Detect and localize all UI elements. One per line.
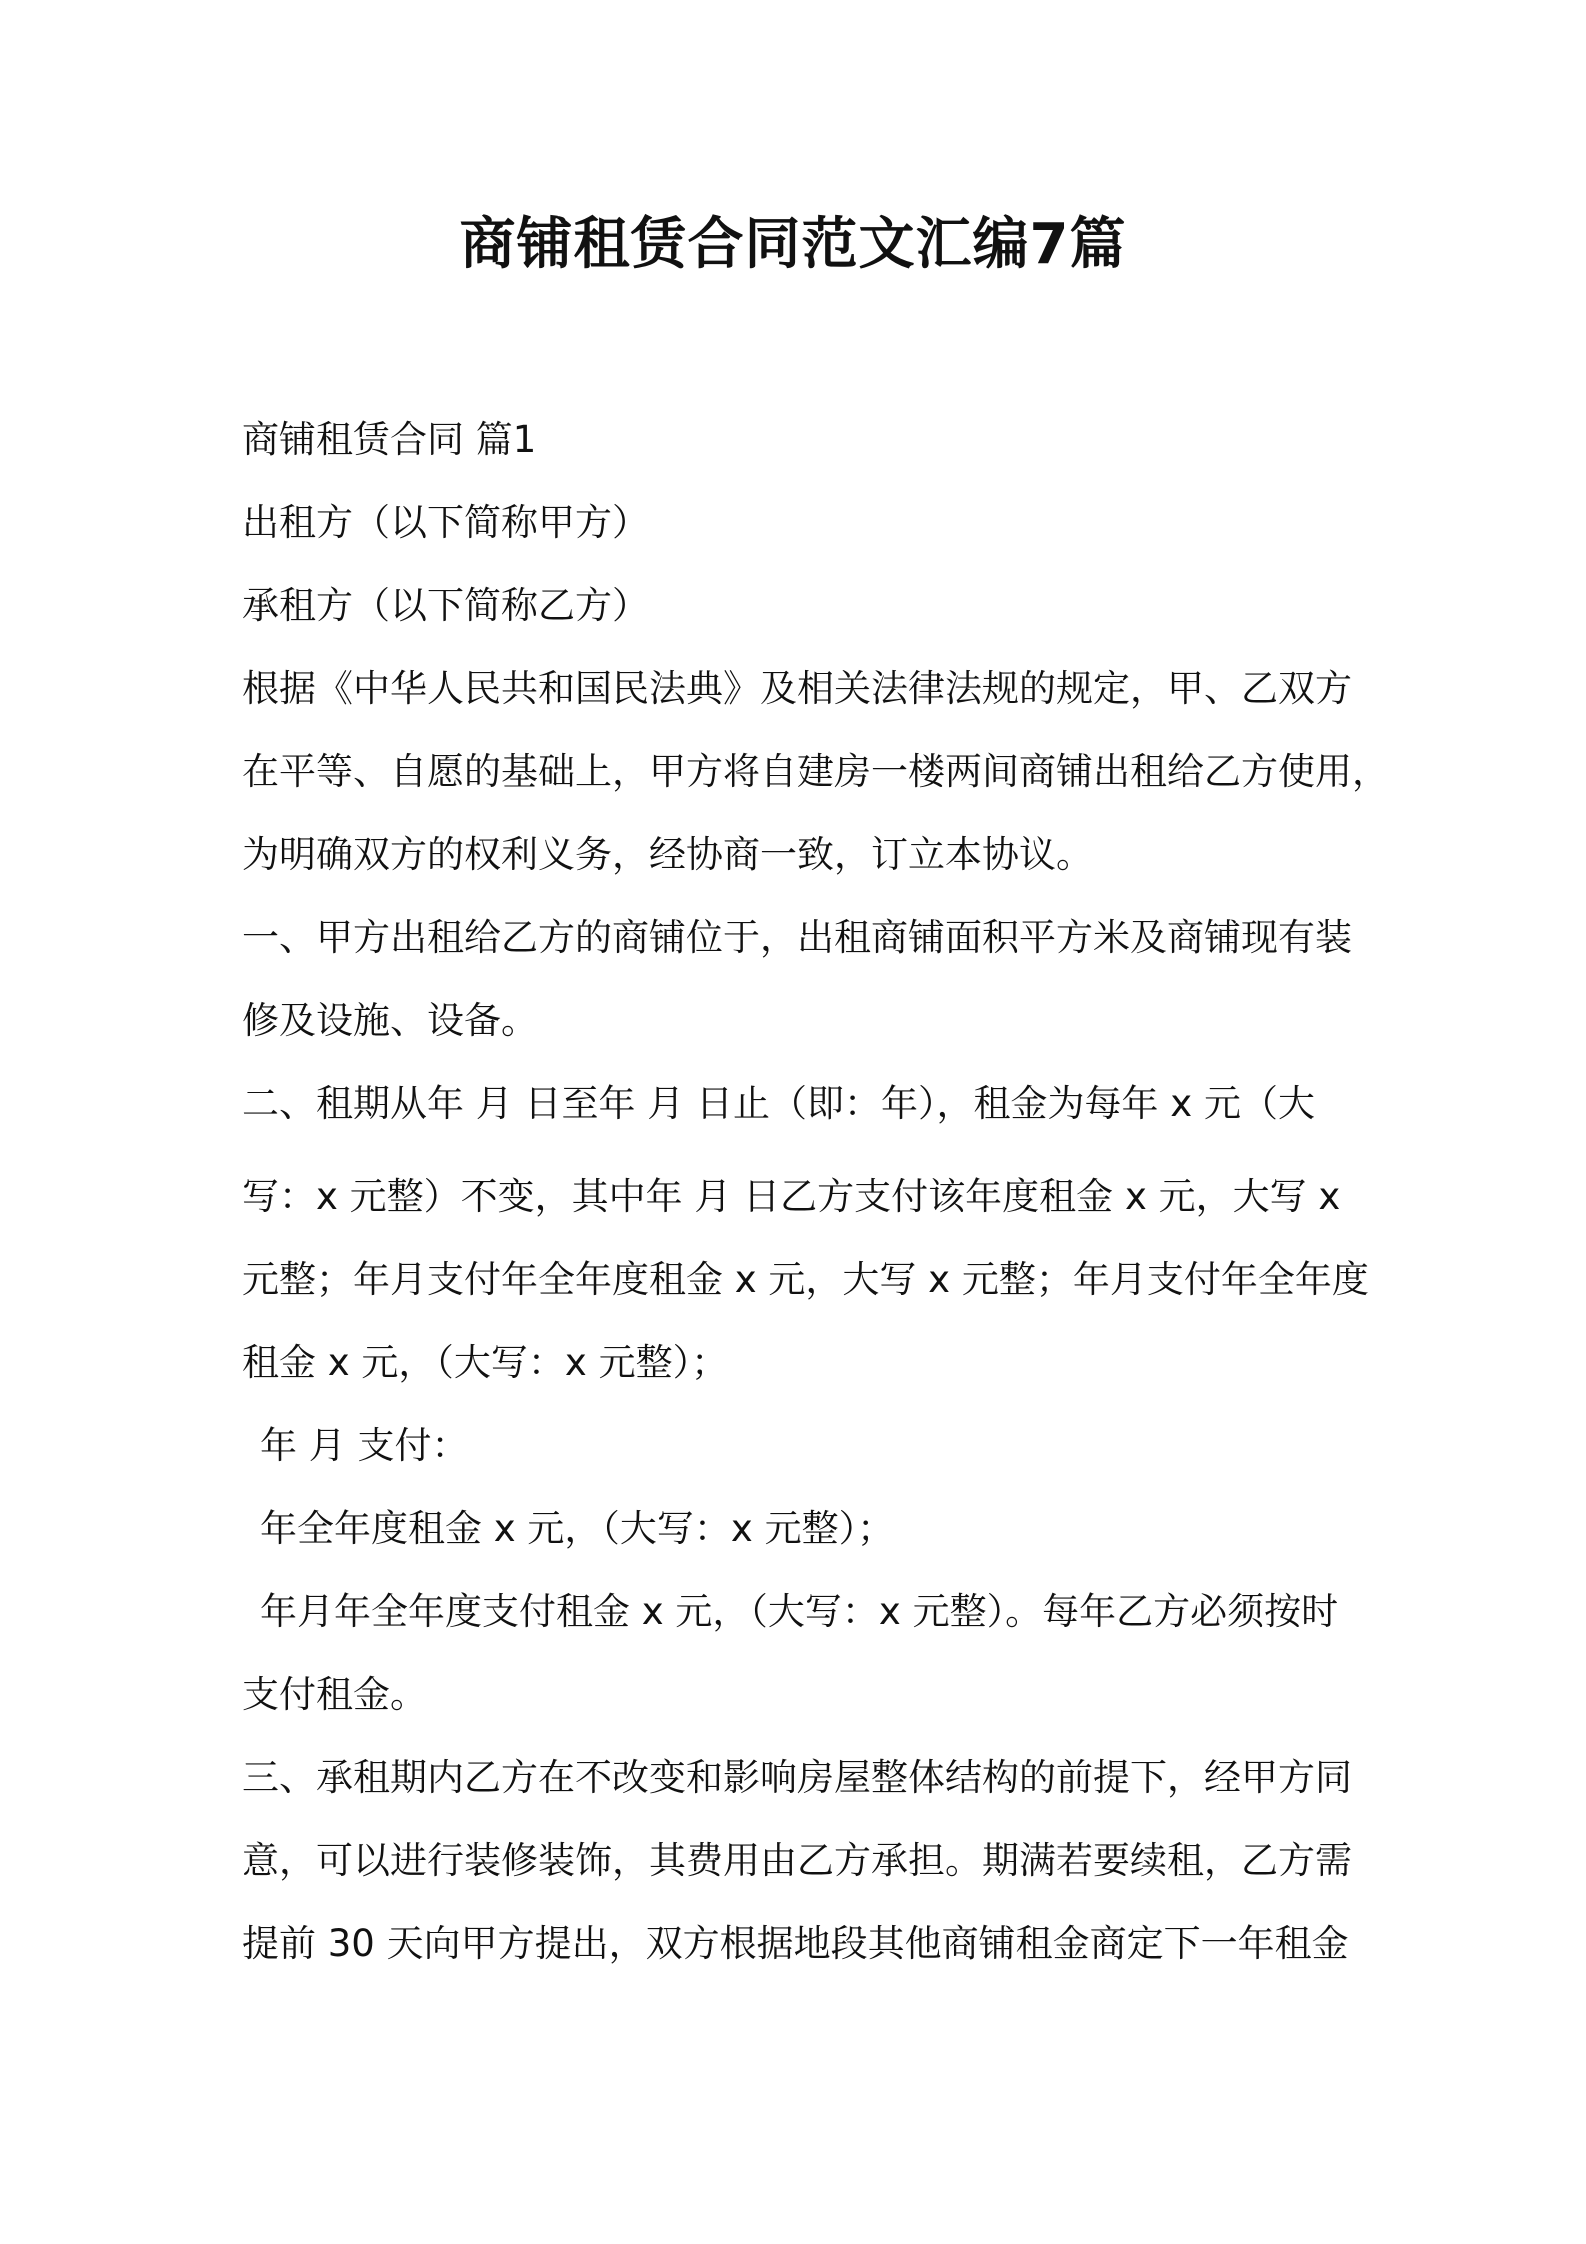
paragraph-line: 在平等、自愿的基础上，甲方将自建房一楼两间商铺出租给乙方使用，	[242, 750, 1389, 793]
paragraph-line: 年月年全年度支付租金 x 元，（大写：x 元整）。每年乙方必须按时	[260, 1590, 1339, 1633]
paragraph-line: 三、承租期内乙方在不改变和影响房屋整体结构的前提下，经甲方同	[242, 1756, 1352, 1799]
document-title: 商铺租赁合同范文汇编7篇	[459, 212, 1127, 277]
paragraph-line: 二、租期从年 月 日至年 月 日止（即：年），租金为每年 x 元（大	[242, 1082, 1315, 1125]
paragraph-line: 根据《中华人民共和国民法典》及相关法律法规的规定，甲、乙双方	[242, 667, 1352, 710]
lessee-line: 承租方（以下简称乙方）	[242, 584, 649, 627]
section-heading: 商铺租赁合同 篇1	[242, 418, 537, 461]
paragraph-line: 租金 x 元，（大写：x 元整）；	[242, 1341, 729, 1384]
paragraph-line: 元整；年月支付年全年度租金 x 元，大写 x 元整；年月支付年全年度	[242, 1258, 1369, 1301]
paragraph-line: 写：x 元整）不变，其中年 月 日乙方支付该年度租金 x 元，大写 x	[242, 1175, 1341, 1218]
paragraph-line: 支付租金。	[242, 1673, 427, 1716]
paragraph-line: 年 月 支付：	[260, 1424, 469, 1467]
paragraph-line: 修及设施、设备。	[242, 999, 538, 1042]
paragraph-line: 意，可以进行装修装饰，其费用由乙方承担。期满若要续租，乙方需	[242, 1839, 1352, 1882]
paragraph-line: 提前 30 天向甲方提出，双方根据地段其他商铺租金商定下一年租金	[242, 1922, 1349, 1965]
paragraph-line: 一、甲方出租给乙方的商铺位于，出租商铺面积平方米及商铺现有装	[242, 916, 1352, 959]
lessor-line: 出租方（以下简称甲方）	[242, 501, 649, 544]
paragraph-line: 为明确双方的权利义务，经协商一致，订立本协议。	[242, 833, 1093, 876]
document-body	[242, 398, 1389, 1985]
paragraph-line: 年全年度租金 x 元，（大写：x 元整）；	[260, 1507, 895, 1550]
